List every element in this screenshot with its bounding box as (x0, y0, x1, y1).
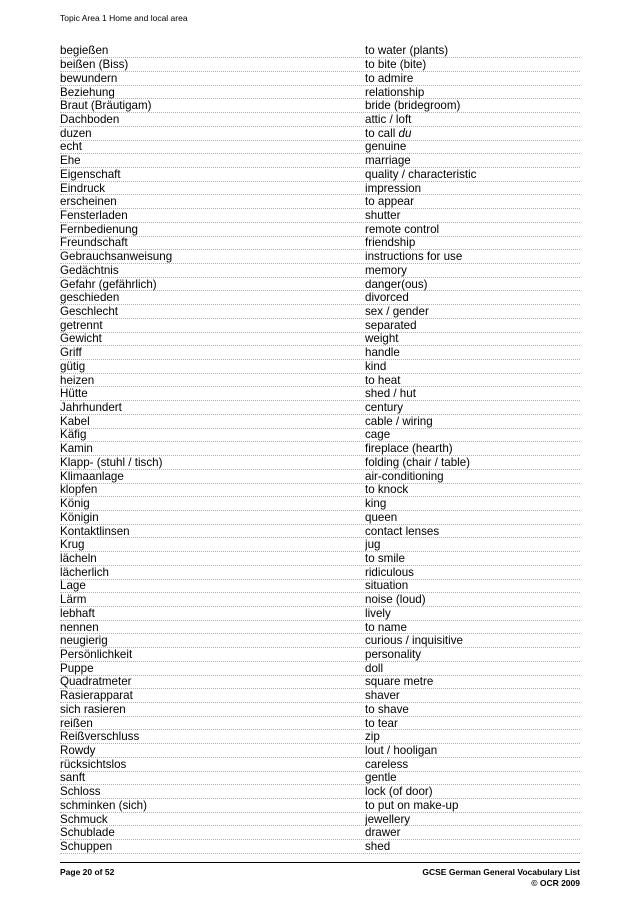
vocabulary-row (60, 58, 580, 72)
vocabulary-row (60, 758, 580, 772)
german-term: nennen (60, 620, 99, 634)
vocabulary-row (60, 744, 580, 758)
english-translation (365, 566, 580, 579)
german-term: Freundschaft (60, 236, 128, 250)
english-translation-text: air-conditioning (365, 469, 444, 483)
document-title: GCSE German General Vocabulary List (422, 867, 580, 877)
german-term: Lärm (60, 593, 87, 607)
english-translation-text: ridiculous (365, 565, 414, 579)
german-term: Hütte (60, 387, 88, 401)
vocabulary-row (60, 168, 580, 182)
vocabulary-row (60, 717, 580, 731)
vocabulary-row (60, 648, 580, 662)
english-translation (365, 360, 580, 373)
english-translation-text: sex / gender (365, 305, 429, 319)
english-translation-text: memory (365, 263, 407, 277)
german-term: Gedächtnis (60, 263, 119, 277)
english-translation (365, 675, 580, 688)
english-translation-text: attic / loft (365, 112, 412, 126)
vocabulary-row (60, 374, 580, 388)
vocabulary-row (60, 346, 580, 360)
english-translation-text: to admire (365, 71, 414, 85)
english-translation (365, 250, 580, 263)
english-translation (365, 195, 580, 208)
vocabulary-row (60, 415, 580, 429)
vocabulary-row (60, 223, 580, 237)
vocabulary-row (60, 333, 580, 347)
english-translation (365, 799, 580, 812)
english-translation (365, 730, 580, 743)
vocabulary-row (60, 634, 580, 648)
english-translation (365, 689, 580, 702)
vocabulary-row (60, 676, 580, 690)
english-translation-text: bride (bridegroom) (365, 99, 461, 113)
english-translation-text: century (365, 401, 404, 415)
english-translation (365, 305, 580, 318)
german-term: Schloss (60, 785, 101, 799)
english-translation-text: relationship (365, 85, 425, 99)
vocabulary-row (60, 442, 580, 456)
vocabulary-row (60, 291, 580, 305)
vocabulary-row (60, 593, 580, 607)
vocabulary-row (60, 730, 580, 744)
german-term: Rowdy (60, 744, 96, 758)
english-translation-text: instructions for use (365, 250, 463, 264)
english-translation-text: king (365, 497, 387, 511)
german-term: Königin (60, 510, 99, 524)
english-translation (365, 72, 580, 85)
vocabulary-row (60, 99, 580, 113)
vocabulary-row (60, 470, 580, 484)
vocabulary-row (60, 511, 580, 525)
english-translation-text: separated (365, 318, 417, 332)
german-term: geschieden (60, 291, 120, 305)
english-translation (365, 717, 580, 730)
english-translation-text: danger(ous) (365, 277, 428, 291)
english-translation (365, 634, 580, 647)
vocabulary-row (60, 401, 580, 415)
german-term: Gewicht (60, 332, 102, 346)
english-translation (365, 58, 580, 71)
vocabulary-row (60, 689, 580, 703)
footer-title-block (422, 867, 580, 889)
english-translation (365, 264, 580, 277)
english-translation (365, 168, 580, 181)
english-translation (365, 182, 580, 195)
german-term: Eindruck (60, 181, 106, 195)
vocabulary-row (60, 552, 580, 566)
vocabulary-row (60, 182, 580, 196)
german-term: Eigenschaft (60, 167, 121, 181)
german-term: gütig (60, 359, 86, 373)
english-translation-text: lock (of door) (365, 785, 433, 799)
german-term: Braut (Bräutigam) (60, 99, 152, 113)
english-translation (365, 538, 580, 551)
footer-divider (60, 862, 580, 863)
english-translation (365, 374, 580, 387)
english-translation (365, 840, 580, 853)
german-term: sich rasieren (60, 702, 126, 716)
english-translation-text: folding (chair / table) (365, 455, 471, 469)
page-number: Page 20 of 52 (60, 867, 115, 877)
german-term: Schmuck (60, 812, 108, 826)
german-term: begießen (60, 44, 109, 58)
english-translation-text: shed (365, 840, 391, 854)
english-translation (365, 771, 580, 784)
german-term: lebhaft (60, 606, 95, 620)
vocabulary-row (60, 319, 580, 333)
english-translation-text: curious / inquisitive (365, 634, 463, 648)
german-term: Jahrhundert (60, 401, 122, 415)
german-term: schminken (sich) (60, 798, 147, 812)
english-translation-text: handle (365, 346, 400, 360)
vocabulary-row (60, 195, 580, 209)
english-translation-text: drawer (365, 826, 401, 840)
english-translation (365, 662, 580, 675)
vocabulary-row (60, 826, 580, 840)
english-translation-text: zip (365, 730, 380, 744)
german-term: Rasierapparat (60, 689, 133, 703)
english-translation (365, 826, 580, 839)
vocabulary-row (60, 360, 580, 374)
english-translation-text: fireplace (hearth) (365, 442, 453, 456)
vocabulary-row (60, 813, 580, 827)
german-term: erscheinen (60, 195, 117, 209)
german-term: Lage (60, 579, 86, 593)
vocabulary-row (60, 525, 580, 539)
english-translation-text: genuine (365, 140, 407, 154)
vocabulary-table (60, 45, 580, 854)
english-translation (365, 401, 580, 414)
vocabulary-row (60, 45, 580, 59)
vocabulary-row (60, 86, 580, 100)
english-translation-text: marriage (365, 154, 411, 168)
english-translation-text: contact lenses (365, 524, 440, 538)
vocabulary-row (60, 278, 580, 292)
english-translation (365, 607, 580, 620)
english-translation-text: situation (365, 579, 409, 593)
english-translation-text: lout / hooligan (365, 744, 438, 758)
vocabulary-row (60, 429, 580, 443)
vocabulary-row (60, 237, 580, 251)
english-translation (365, 113, 580, 126)
english-translation (365, 648, 580, 661)
vocabulary-row (60, 456, 580, 470)
vocabulary-row (60, 538, 580, 552)
english-translation (365, 497, 580, 510)
vocabulary-row (60, 607, 580, 621)
german-term: Schublade (60, 826, 115, 840)
english-translation-text: kind (365, 359, 387, 373)
english-translation (365, 442, 580, 455)
german-term: getrennt (60, 318, 103, 332)
vocabulary-row (60, 772, 580, 786)
german-term: Gefahr (gefährlich) (60, 277, 157, 291)
english-translation-text: shed / hut (365, 387, 416, 401)
english-translation (365, 456, 580, 469)
english-translation (365, 470, 580, 483)
english-translation (365, 593, 580, 606)
german-term: bewundern (60, 71, 118, 85)
german-term: Käfig (60, 428, 87, 442)
english-translation (365, 140, 580, 153)
english-translation (365, 332, 580, 345)
vocabulary-row (60, 72, 580, 86)
vocabulary-row (60, 264, 580, 278)
english-translation-text: quality / characteristic (365, 167, 477, 181)
english-translation (365, 579, 580, 592)
english-translation-text: to bite (bite) (365, 58, 427, 72)
vocabulary-row (60, 484, 580, 498)
german-term: Kontaktlinsen (60, 524, 130, 538)
vocabulary-row (60, 840, 580, 854)
german-term: beißen (Biss) (60, 58, 129, 72)
german-term: lächeln (60, 551, 97, 565)
english-translation-italic: du (398, 126, 412, 140)
english-translation-text: noise (loud) (365, 593, 426, 607)
english-translation-text: queen (365, 510, 398, 524)
german-term: Klapp- (stuhl / tisch) (60, 455, 163, 469)
german-term: Puppe (60, 661, 94, 675)
english-translation-text: to knock (365, 483, 409, 497)
english-translation-text: friendship (365, 236, 416, 250)
english-translation-text: divorced (365, 291, 409, 305)
copyright-notice: © OCR 2009 (531, 878, 580, 888)
vocabulary-row (60, 141, 580, 155)
english-translation-text: weight (365, 332, 399, 346)
english-translation-text: gentle (365, 771, 397, 785)
german-term: sanft (60, 771, 86, 785)
english-translation-text: to call (365, 126, 399, 140)
german-term: Fensterladen (60, 208, 128, 222)
english-translation (365, 236, 580, 249)
german-term: neugierig (60, 634, 108, 648)
english-translation (365, 415, 580, 428)
german-term: König (60, 497, 90, 511)
english-translation-text: jug (365, 538, 381, 552)
english-translation-text: to shave (365, 702, 409, 716)
english-translation (365, 703, 580, 716)
german-term: Quadratmeter (60, 675, 132, 689)
english-translation-text: careless (365, 757, 409, 771)
english-translation (365, 621, 580, 634)
vocabulary-row (60, 127, 580, 141)
english-translation (365, 525, 580, 538)
vocabulary-row (60, 305, 580, 319)
vocabulary-row (60, 566, 580, 580)
english-translation (365, 154, 580, 167)
english-translation (365, 127, 580, 140)
german-term: Schuppen (60, 840, 113, 854)
english-translation (365, 99, 580, 112)
german-term: rücksichtslos (60, 757, 127, 771)
german-term: Fernbedienung (60, 222, 138, 236)
english-translation-text: to smile (365, 551, 405, 565)
english-translation (365, 346, 580, 359)
german-term: Gebrauchsanweisung (60, 250, 173, 264)
english-translation-text: remote control (365, 222, 440, 236)
vocabulary-row (60, 785, 580, 799)
english-translation-text: shaver (365, 689, 400, 703)
german-term: Beziehung (60, 85, 115, 99)
vocabulary-row (60, 113, 580, 127)
german-term: klopfen (60, 483, 98, 497)
vocabulary-row (60, 621, 580, 635)
english-translation (365, 428, 580, 441)
english-translation (365, 86, 580, 99)
english-translation (365, 511, 580, 524)
english-translation-text: impression (365, 181, 422, 195)
vocabulary-row (60, 703, 580, 717)
german-term: reißen (60, 716, 93, 730)
german-term: Krug (60, 538, 85, 552)
german-term: Persönlichkeit (60, 647, 133, 661)
english-translation (365, 744, 580, 757)
english-translation-text: cage (365, 428, 391, 442)
english-translation-text: jewellery (365, 812, 411, 826)
german-term: Ehe (60, 154, 81, 168)
english-translation-text: to water (plants) (365, 44, 449, 58)
vocabulary-row (60, 662, 580, 676)
german-term: Kabel (60, 414, 90, 428)
vocabulary-row (60, 799, 580, 813)
english-translation (365, 44, 580, 57)
german-term: heizen (60, 373, 95, 387)
english-translation (365, 209, 580, 222)
vocabulary-row (60, 209, 580, 223)
english-translation-text: to put on make-up (365, 798, 459, 812)
vocabulary-row (60, 250, 580, 264)
english-translation (365, 291, 580, 304)
vocabulary-row (60, 580, 580, 594)
english-translation-text: personality (365, 647, 422, 661)
english-translation-text: to tear (365, 716, 398, 730)
german-term: lächerlich (60, 565, 109, 579)
vocabulary-row (60, 387, 580, 401)
vocabulary-row (60, 154, 580, 168)
english-translation (365, 483, 580, 496)
german-term: Dachboden (60, 112, 120, 126)
german-term: echt (60, 140, 82, 154)
english-translation-text: doll (365, 661, 384, 675)
german-term: duzen (60, 126, 92, 140)
german-term: Geschlecht (60, 305, 118, 319)
english-translation (365, 223, 580, 236)
english-translation (365, 758, 580, 771)
english-translation (365, 387, 580, 400)
english-translation-text: square metre (365, 675, 434, 689)
english-translation (365, 552, 580, 565)
german-term: Kamin (60, 442, 93, 456)
german-term: Reißverschluss (60, 730, 140, 744)
english-translation (365, 785, 580, 798)
english-translation-text: lively (365, 606, 391, 620)
german-term: Klimaanlage (60, 469, 124, 483)
english-translation-text: to heat (365, 373, 401, 387)
english-translation (365, 278, 580, 291)
english-translation-text: shutter (365, 208, 401, 222)
english-translation-text: to appear (365, 195, 414, 209)
english-translation-text: cable / wiring (365, 414, 433, 428)
english-translation (365, 813, 580, 826)
english-translation (365, 319, 580, 332)
german-term: Griff (60, 346, 82, 360)
vocabulary-row (60, 497, 580, 511)
page-header: Topic Area 1 Home and local area (60, 13, 188, 23)
english-translation-text: to name (365, 620, 407, 634)
